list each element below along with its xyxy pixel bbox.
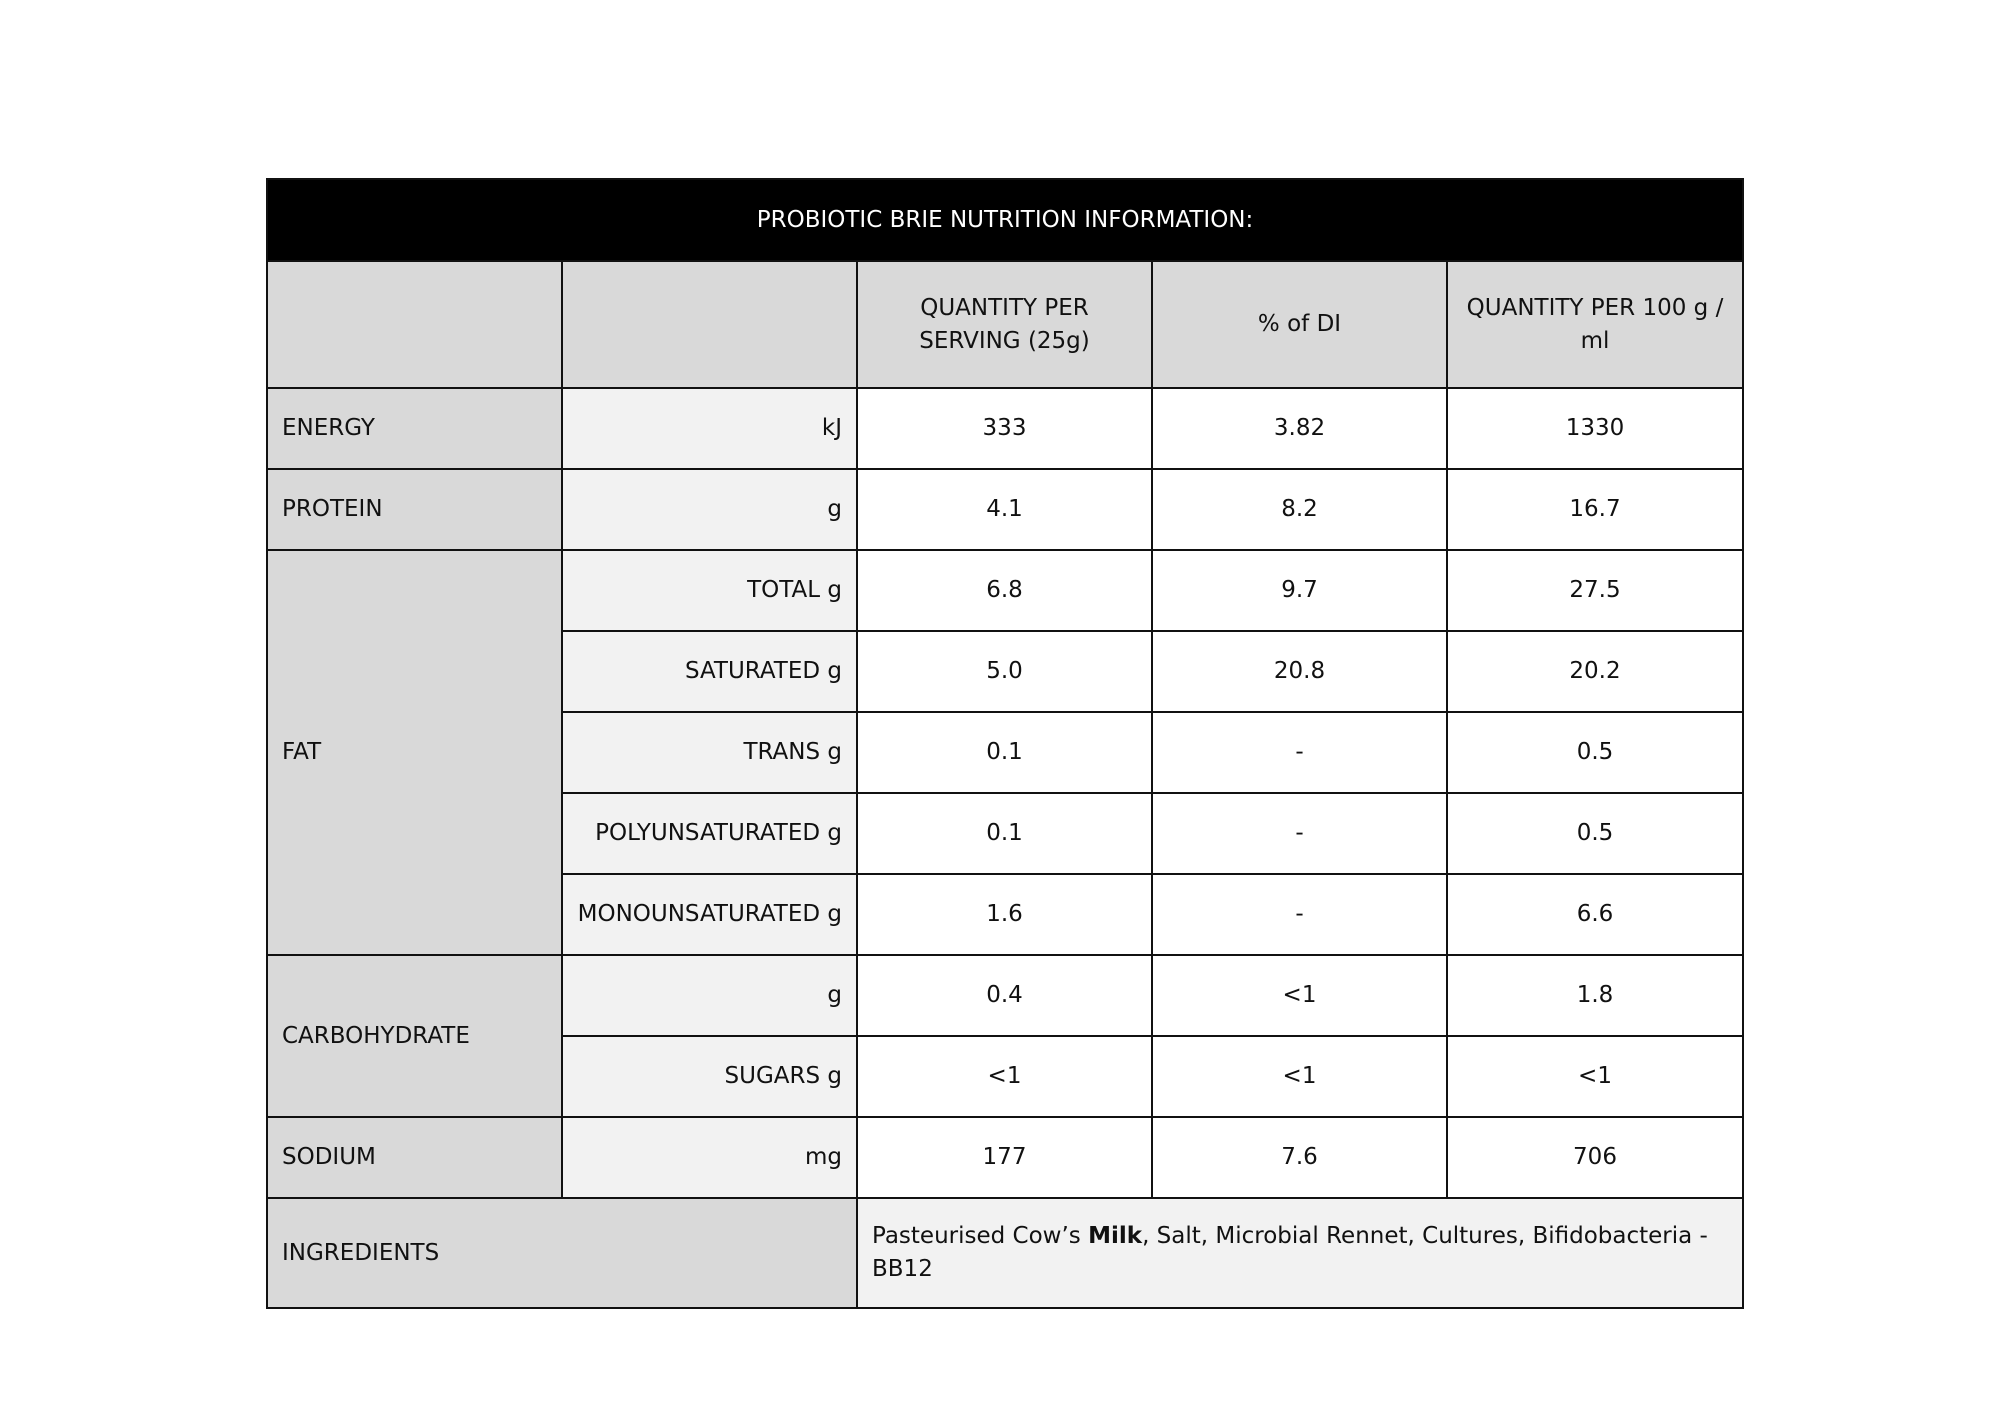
- row-label: SODIUM: [267, 1117, 562, 1198]
- per100-value: 6.6: [1447, 874, 1743, 955]
- row-unit: g: [562, 955, 857, 1036]
- per100-value: 20.2: [1447, 631, 1743, 712]
- table-row-carb: [267, 955, 1743, 1036]
- di-value: -: [1152, 712, 1447, 793]
- di-value: 8.2: [1152, 469, 1447, 550]
- serving-value: 0.1: [857, 793, 1152, 874]
- title-row: [267, 179, 1743, 261]
- per100-value: 1330: [1447, 388, 1743, 469]
- row-unit: MONOUNSATURATED g: [562, 874, 857, 955]
- row-label: ENERGY: [267, 388, 562, 469]
- serving-value: 0.1: [857, 712, 1152, 793]
- di-value: 9.7: [1152, 550, 1447, 631]
- row-label-carbohydrate: CARBOHYDRATE: [267, 955, 562, 1117]
- per100-value: 27.5: [1447, 550, 1743, 631]
- di-value: 20.8: [1152, 631, 1447, 712]
- row-unit: g: [562, 469, 857, 550]
- di-value: 7.6: [1152, 1117, 1447, 1198]
- table-row-sodium: [267, 1117, 1743, 1198]
- ingredients-prefix: Pasteurised Cow’s: [872, 1223, 1089, 1249]
- row-unit: POLYUNSATURATED g: [562, 793, 857, 874]
- per100-value: <1: [1447, 1036, 1743, 1117]
- serving-value: 177: [857, 1117, 1152, 1198]
- row-unit: mg: [562, 1117, 857, 1198]
- ingredients-label: INGREDIENTS: [267, 1198, 857, 1308]
- header-row: [267, 261, 1743, 388]
- serving-value: 5.0: [857, 631, 1152, 712]
- ingredients-text: [857, 1198, 1743, 1308]
- row-label-fat: FAT: [267, 550, 562, 955]
- row-unit: TRANS g: [562, 712, 857, 793]
- serving-value: 1.6: [857, 874, 1152, 955]
- nutrition-table: [266, 178, 1744, 1309]
- table-title: PROBIOTIC BRIE NUTRITION INFORMATION:: [267, 179, 1743, 261]
- header-blank-2: [562, 261, 857, 388]
- row-unit: TOTAL g: [562, 550, 857, 631]
- per100-value: 0.5: [1447, 712, 1743, 793]
- per100-value: 16.7: [1447, 469, 1743, 550]
- table-row-protein: [267, 469, 1743, 550]
- header-per100: QUANTITY PER 100 g / ml: [1447, 261, 1743, 388]
- serving-value: 4.1: [857, 469, 1152, 550]
- ingredients-allergen: Milk: [1088, 1223, 1143, 1249]
- header-blank-1: [267, 261, 562, 388]
- serving-value: 333: [857, 388, 1152, 469]
- ingredients-row: [267, 1198, 1743, 1308]
- serving-value: <1: [857, 1036, 1152, 1117]
- row-label: PROTEIN: [267, 469, 562, 550]
- serving-value: 0.4: [857, 955, 1152, 1036]
- di-value: <1: [1152, 1036, 1447, 1117]
- header-di: % of DI: [1152, 261, 1447, 388]
- table-row-energy: [267, 388, 1743, 469]
- per100-value: 1.8: [1447, 955, 1743, 1036]
- row-unit: SUGARS g: [562, 1036, 857, 1117]
- header-serving: QUANTITY PER SERVING (25g): [857, 261, 1152, 388]
- di-value: <1: [1152, 955, 1447, 1036]
- di-value: 3.82: [1152, 388, 1447, 469]
- ingredients-suffix: , Salt, Microbial Rennet, Cultures, Bifidobacteria - BB12: [872, 1223, 1708, 1282]
- di-value: -: [1152, 793, 1447, 874]
- row-unit: kJ: [562, 388, 857, 469]
- serving-value: 6.8: [857, 550, 1152, 631]
- per100-value: 0.5: [1447, 793, 1743, 874]
- di-value: -: [1152, 874, 1447, 955]
- per100-value: 706: [1447, 1117, 1743, 1198]
- row-unit: SATURATED g: [562, 631, 857, 712]
- table-row-fat-total: [267, 550, 1743, 631]
